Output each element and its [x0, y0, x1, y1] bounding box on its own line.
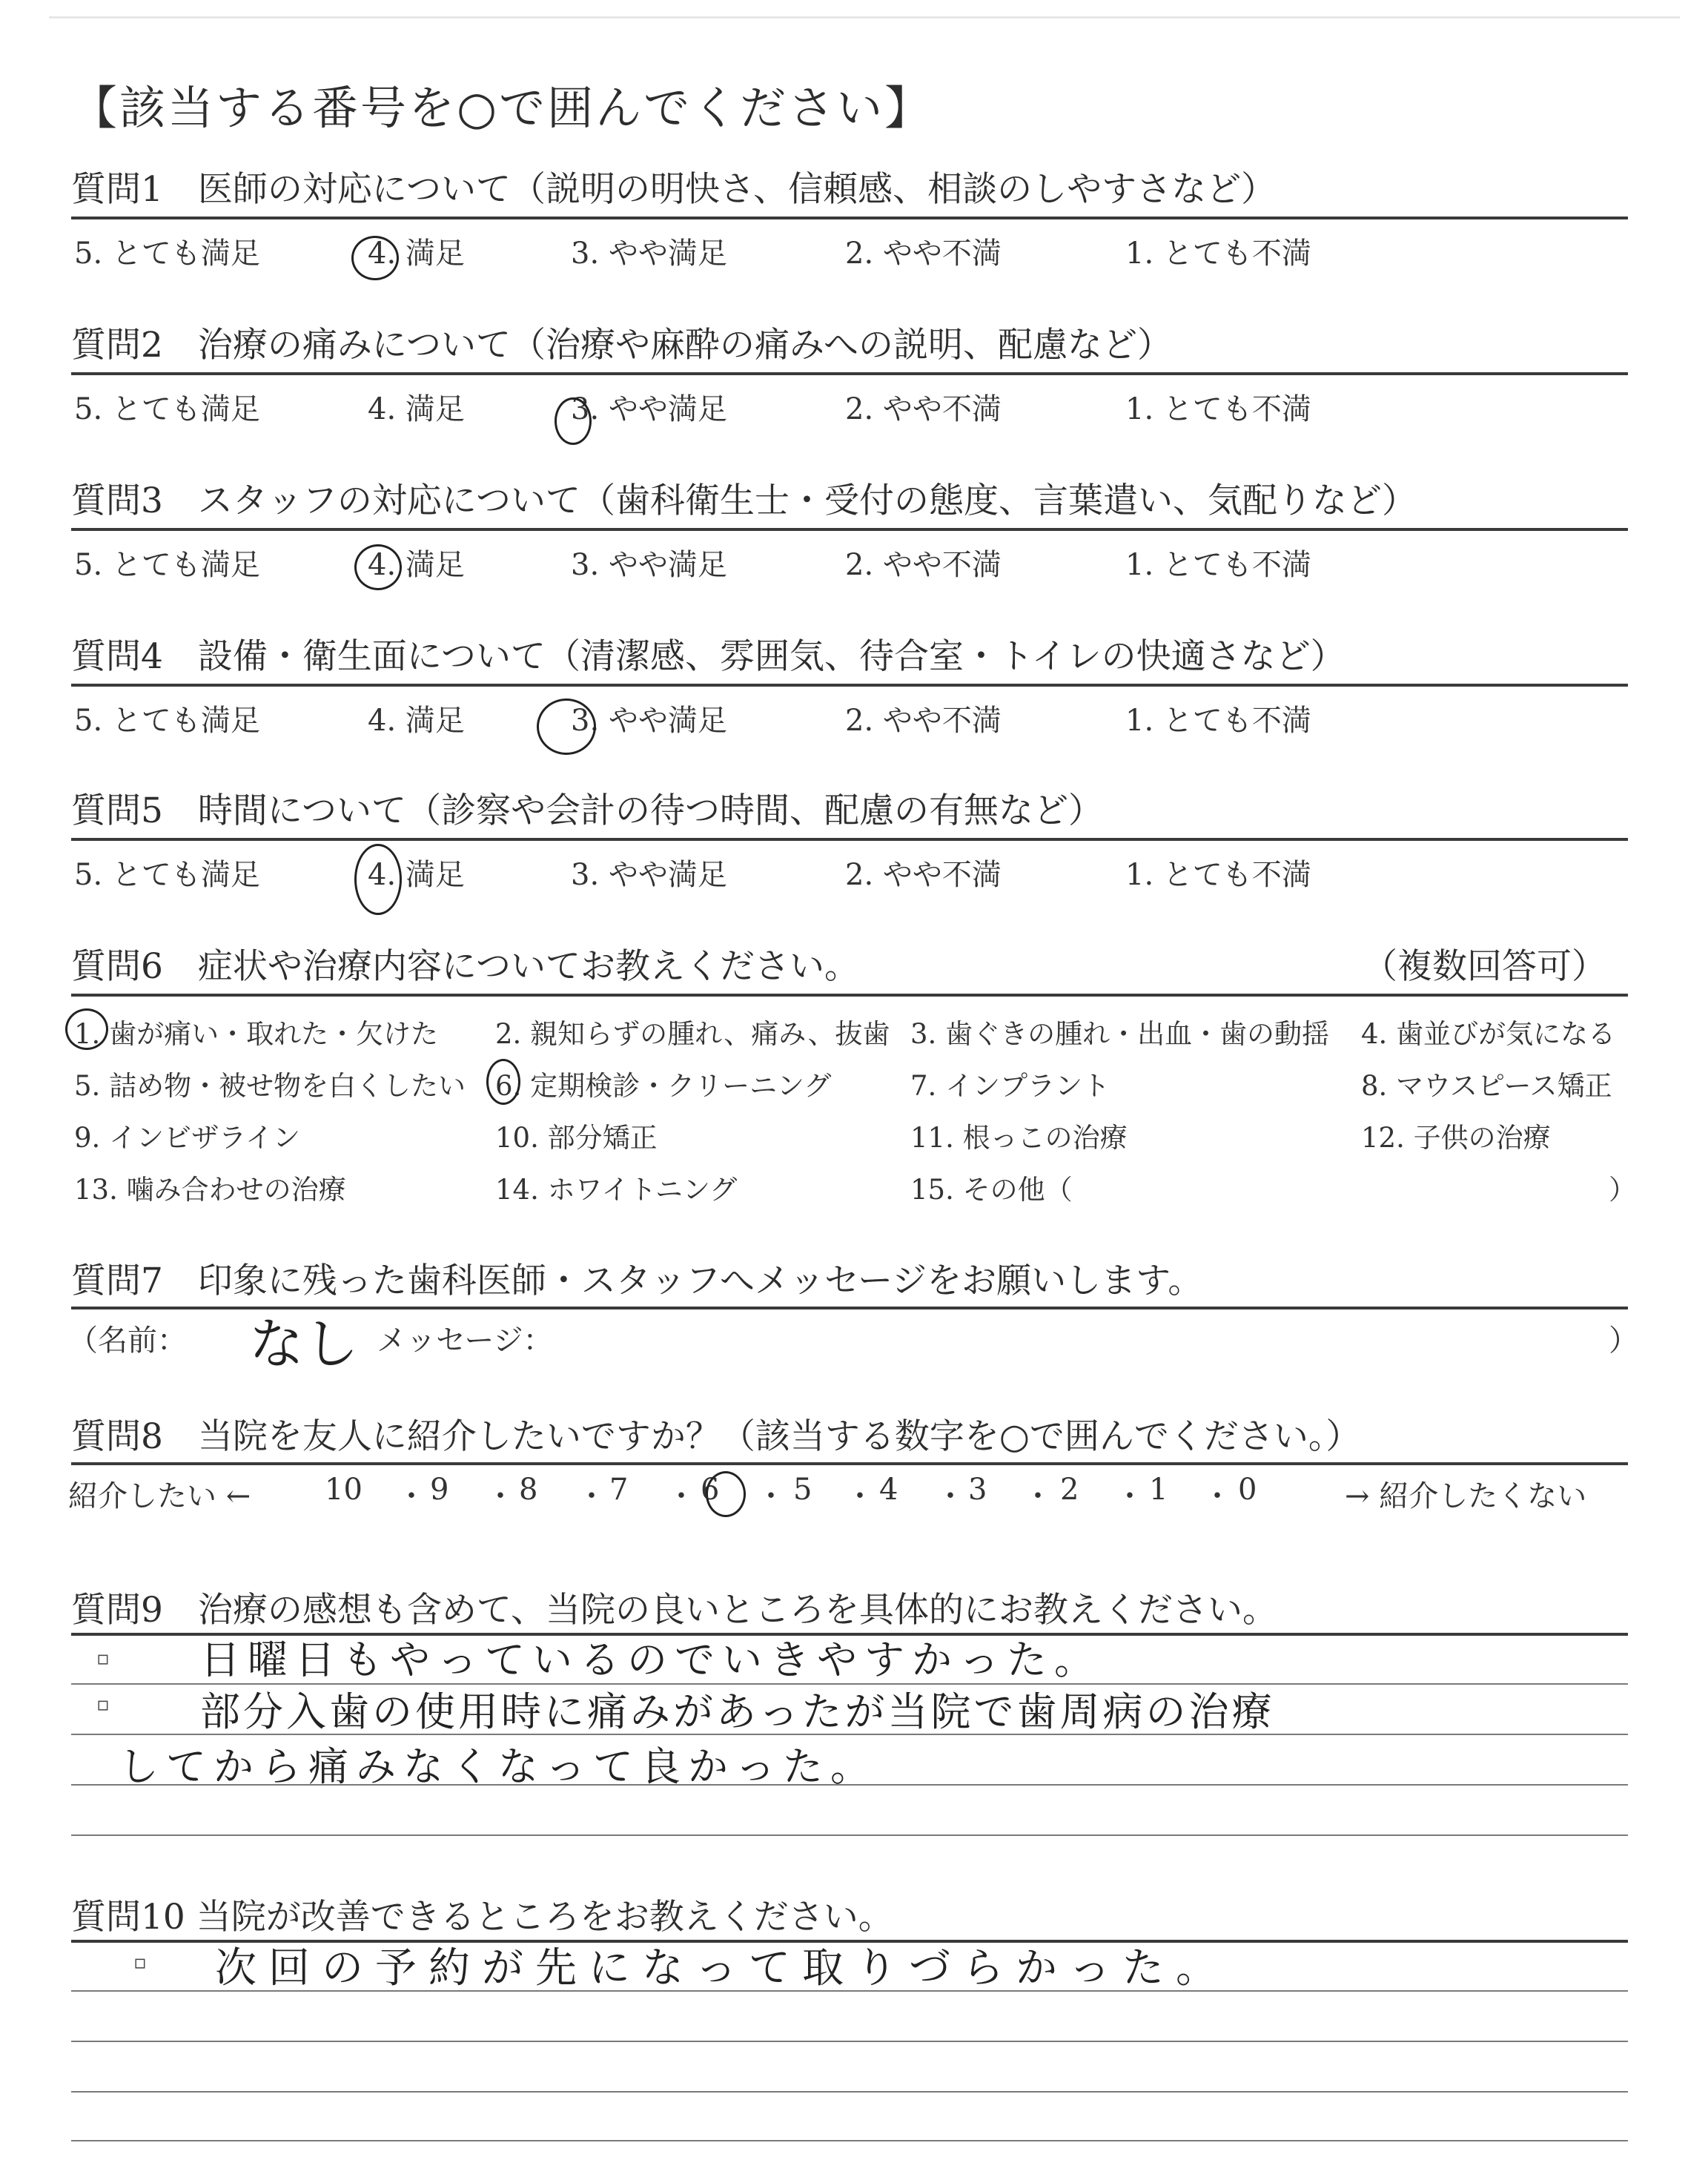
q6-option-5[interactable]: 5. 詰め物・被せ物を白くしたい — [74, 1070, 466, 1102]
q9-bullet-2: ▫ — [96, 1694, 110, 1716]
scale-number-1[interactable]: 1 — [1149, 1473, 1168, 1507]
q6-option-15[interactable]: 15. その他（ — [910, 1174, 1073, 1206]
q2-option-4[interactable]: 4. 満足 — [368, 392, 465, 426]
q2-option-2[interactable]: 2. やや不満 — [845, 392, 1002, 426]
scale-number-9[interactable]: 9 — [430, 1473, 449, 1507]
q6-selection-circle-6 — [486, 1059, 520, 1105]
q6-option-13[interactable]: 13. 噛み合わせの治療 — [74, 1174, 346, 1206]
q6-option-6[interactable]: 6. 定期検診・クリーニング — [495, 1070, 832, 1102]
scale-number-2[interactable]: 2 — [1060, 1473, 1079, 1507]
scale-separator: ・ — [1023, 1479, 1053, 1513]
scale-separator: ・ — [666, 1479, 696, 1513]
scale-number-5[interactable]: 5 — [793, 1473, 812, 1507]
q1-option-3[interactable]: 3. やや満足 — [571, 237, 727, 271]
q9-answer-line-1[interactable]: 日曜日もやっているのでいきやすかった。 — [200, 1636, 1102, 1683]
scale-separator: ・ — [1115, 1479, 1145, 1513]
q5-option-2[interactable]: 2. やや不満 — [845, 858, 1002, 892]
q5-selection-circle — [354, 844, 402, 915]
q1-option-1[interactable]: 1. とても不満 — [1125, 237, 1311, 271]
q2-selection-circle — [555, 397, 592, 445]
question-4-title: 質問4 設備・衛生面について（清潔感、雰囲気、待合室・トイレの快適さなど） — [71, 636, 1345, 677]
q2-option-1[interactable]: 1. とても不満 — [1125, 392, 1311, 426]
q7-name-label: （名前： — [68, 1324, 187, 1358]
q7-message-label: メッセージ： — [377, 1324, 553, 1358]
q4-option-3[interactable]: 3. やや満足 — [571, 704, 727, 738]
question-4-rule — [71, 684, 1628, 687]
q2-option-3[interactable]: 3. やや満足 — [571, 392, 727, 426]
question-5-title: 質問5 時間について（診察や会計の待つ時間、配慮の有無など） — [71, 790, 1103, 831]
scale-separator: ・ — [1202, 1479, 1232, 1513]
scale-separator: ・ — [756, 1479, 786, 1513]
q10-line-3 — [71, 2041, 1628, 2042]
q4-selection-circle — [537, 698, 596, 755]
q1-option-4[interactable]: 4. 満足 — [368, 237, 465, 271]
q9-bullet-1: ▫ — [96, 1648, 110, 1670]
scale-number-4[interactable]: 4 — [879, 1473, 898, 1507]
scale-separator: ・ — [397, 1479, 426, 1513]
question-7-title: 質問7 印象に残った歯科医師・スタッフへメッセージをお願いします。 — [71, 1261, 1203, 1301]
q1-selection-circle — [351, 236, 399, 280]
scale-number-10[interactable]: 10 — [325, 1473, 363, 1507]
q6-option-2[interactable]: 2. 親知らずの腫れ、痛み、抜歯 — [495, 1018, 890, 1050]
scan-top-edge — [49, 16, 1680, 19]
q4-option-5[interactable]: 5. とても満足 — [74, 704, 260, 738]
question-8-title: 質問8 当院を友人に紹介したいですか？（該当する数字を○で囲んでください。） — [71, 1416, 1361, 1457]
q6-option-14[interactable]: 14. ホワイトニング — [495, 1174, 738, 1206]
q8-selection-circle — [706, 1471, 746, 1517]
q6-option-11[interactable]: 11. 根っこの治療 — [910, 1122, 1128, 1154]
question-3-title: 質問3 スタッフの対応について（歯科衛生士・受付の態度、言葉遣い、気配りなど） — [71, 480, 1417, 521]
q3-option-1[interactable]: 1. とても不満 — [1125, 548, 1311, 582]
scale-number-0[interactable]: 0 — [1238, 1473, 1257, 1507]
q1-option-5[interactable]: 5. とても満足 — [74, 237, 260, 271]
q6-selection-circle-1 — [65, 1008, 108, 1050]
scale-number-3[interactable]: 3 — [968, 1473, 987, 1507]
q10-line-4 — [71, 2091, 1628, 2093]
q10-bullet-1: ▫ — [133, 1952, 147, 1974]
question-6-note: （複数回答可） — [1363, 946, 1606, 987]
q4-option-2[interactable]: 2. やや不満 — [845, 704, 1002, 738]
q1-option-2[interactable]: 2. やや不満 — [845, 237, 1002, 271]
q10-line-5 — [71, 2140, 1628, 2141]
q8-right-label: → 紹介したくない — [1345, 1479, 1587, 1513]
q6-option-15-close: ） — [1609, 1174, 1636, 1206]
question-1-rule — [71, 217, 1628, 219]
question-2-rule — [71, 372, 1628, 375]
q3-option-4[interactable]: 4. 満足 — [368, 548, 465, 582]
q3-option-5[interactable]: 5. とても満足 — [74, 548, 260, 582]
q6-option-3[interactable]: 3. 歯ぐきの腫れ・出血・歯の動揺 — [910, 1018, 1330, 1050]
q6-option-4[interactable]: 4. 歯並びが気になる — [1361, 1018, 1616, 1050]
question-8-rule — [71, 1462, 1628, 1465]
question-1-title: 質問1 医師の対応について（説明の明快さ、信頼感、相談のしやすさなど） — [71, 169, 1277, 210]
q6-option-12[interactable]: 12. 子供の治療 — [1361, 1122, 1551, 1154]
q3-selection-circle — [354, 544, 402, 590]
q2-option-5[interactable]: 5. とても満足 — [74, 392, 260, 426]
q6-option-7[interactable]: 7. インプラント — [910, 1070, 1110, 1102]
q6-option-9[interactable]: 9. インビザライン — [74, 1122, 300, 1154]
q5-option-3[interactable]: 3. やや満足 — [571, 858, 727, 892]
question-3-rule — [71, 528, 1628, 531]
scale-separator: ・ — [936, 1479, 965, 1513]
q6-option-8[interactable]: 8. マウスピース矯正 — [1361, 1070, 1612, 1102]
question-6-rule — [71, 994, 1628, 997]
q8-left-label: 紹介したい ← — [68, 1479, 251, 1513]
q10-answer-line-1[interactable]: 次回の予約が先になって取りづらかった。 — [215, 1944, 1229, 1992]
q7-name-value[interactable]: なし — [249, 1312, 359, 1376]
q9-line-5 — [71, 1834, 1628, 1836]
q9-answer-line-2[interactable]: 部分入歯の使用時に痛みがあったが当院で歯周病の治療 — [200, 1688, 1275, 1735]
question-10-title: 質問10 当院が改善できるところをお教えください。 — [71, 1897, 893, 1938]
scale-separator: ・ — [845, 1479, 875, 1513]
q7-close-paren: ） — [1609, 1324, 1638, 1358]
q4-option-1[interactable]: 1. とても不満 — [1125, 704, 1311, 738]
scale-separator: ・ — [486, 1479, 515, 1513]
question-2-title: 質問2 治療の痛みについて（治療や麻酔の痛みへの説明、配慮など） — [71, 325, 1173, 366]
question-6-title: 質問6 症状や治療内容についてお教えください。 — [71, 946, 859, 987]
question-9-title: 質問9 治療の感想も含めて、当院の良いところを具体的にお教えください。 — [71, 1590, 1277, 1631]
scale-number-6[interactable]: 6 — [701, 1473, 720, 1507]
q4-option-4[interactable]: 4. 満足 — [368, 704, 465, 738]
q3-option-3[interactable]: 3. やや満足 — [571, 548, 727, 582]
q3-option-2[interactable]: 2. やや不満 — [845, 548, 1002, 582]
q6-option-10[interactable]: 10. 部分矯正 — [495, 1122, 658, 1154]
q5-option-1[interactable]: 1. とても不満 — [1125, 858, 1311, 892]
scale-number-8[interactable]: 8 — [519, 1473, 538, 1507]
q5-option-4[interactable]: 4. 満足 — [368, 858, 465, 892]
q9-answer-line-3[interactable]: してから痛みなくなって良かった。 — [119, 1743, 878, 1790]
q6-option-1[interactable]: 1. 歯が痛い・取れた・欠けた — [74, 1018, 439, 1050]
scale-separator: ・ — [577, 1479, 606, 1513]
q5-option-5[interactable]: 5. とても満足 — [74, 858, 260, 892]
scale-number-7[interactable]: 7 — [609, 1473, 629, 1507]
page-heading: 【該当する番号を○で囲んでください】 — [71, 81, 933, 135]
question-5-rule — [71, 838, 1628, 841]
